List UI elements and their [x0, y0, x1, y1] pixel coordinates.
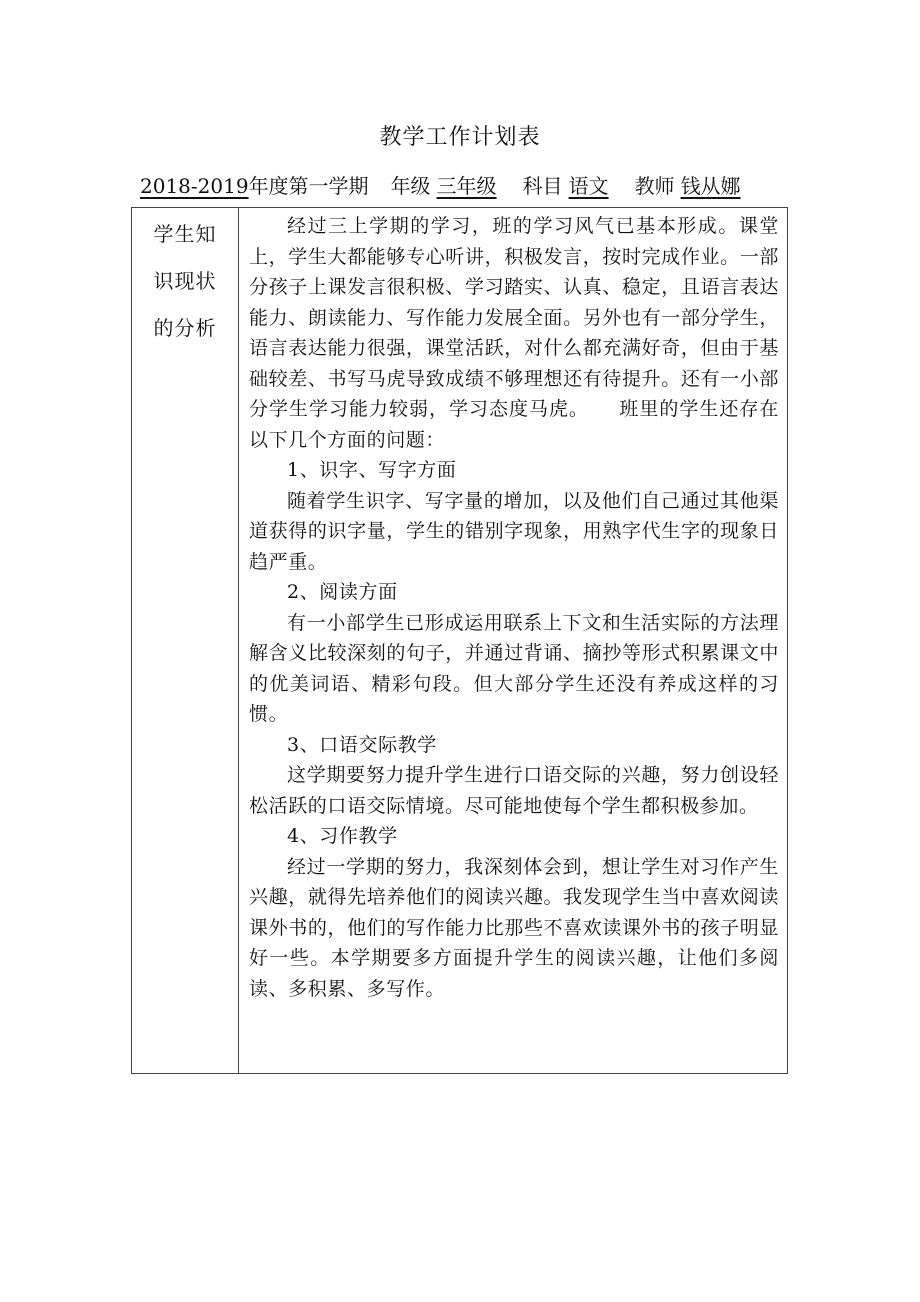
analysis-paragraph: 经过三上学期的学习，班的学习风气已基本形成。课堂上，学生大都能够专心听讲，积极发言，按时完成作业。一部分孩子上课发言很积极、学习踏实、认真、稳定，且语言表达能力、朗读能力、写作能力发展全面。另外也有一部分学生，语言表达能力很强，课堂活跃，对什么都充满好奇，但由于基础较差、书写马虎导致成绩不够理想还有待提升。还有一小部分学生学习能力较弱，学习态度马虎。 班里的学生还存在以下几个方面的问题： — [249, 215, 779, 451]
analysis-paragraph: 这学期要努力提升学生进行口语交际的兴趣，努力创设轻松活跃的口语交际情境。尽可能地使每个学生都积极参加。 — [249, 764, 779, 817]
subject-value: 语文 — [568, 174, 609, 198]
row-label-line: 的分析 — [153, 316, 217, 340]
section-heading: 4、习作教学 — [287, 825, 398, 847]
teacher-value: 钱从娜 — [680, 174, 741, 198]
section-heading: 2、阅读方面 — [287, 581, 398, 603]
section-heading: 3、口语交际教学 — [287, 733, 437, 756]
document-title: 教学工作计划表 — [379, 125, 541, 150]
teacher-label: 教师 — [634, 174, 675, 198]
grade-value: 三年级 — [436, 174, 497, 198]
analysis-paragraph: 随着学生识字、写字量的增加，以及他们自己通过其他渠道获得的识字量，学生的错别字现象，用熟字代生字的现象日趋严重。 — [249, 489, 779, 573]
plan-table — [131, 207, 788, 1074]
analysis-content-cell — [239, 208, 787, 1073]
row-label-cell — [132, 208, 239, 1073]
term-suffix: 年度第一学期 — [248, 174, 369, 198]
subject-label: 科目 — [522, 174, 563, 198]
analysis-paragraph: 有一小部学生已形成运用联系上下文和生活实际的方法理解含义比较深刻的句子，并通过背诵、摘抄等形式积累课文中的优美词语、精彩句段。但大部分学生还没有养成这样的习惯。 — [249, 611, 779, 725]
row-label-line: 识现状 — [153, 269, 217, 293]
section-heading: 1、识字、写字方面 — [287, 459, 457, 481]
analysis-paragraph: 经过一学期的努力，我深刻体会到，想让学生对习作产生兴趣，就得先培养他们的阅读兴趣。我发现学生当中喜欢阅读课外书的，他们的写作能力比那些不喜欢读课外书的孩子明显好一些。本学期要多方面提升学生的阅读兴趣，让他们多阅读、多积累、多写作。 — [249, 855, 779, 1000]
grade-label: 年级 — [390, 174, 431, 198]
row-label-line: 学生知 — [153, 222, 217, 246]
header-info-line — [140, 170, 800, 199]
term-years: 2018-2019 — [140, 174, 249, 198]
